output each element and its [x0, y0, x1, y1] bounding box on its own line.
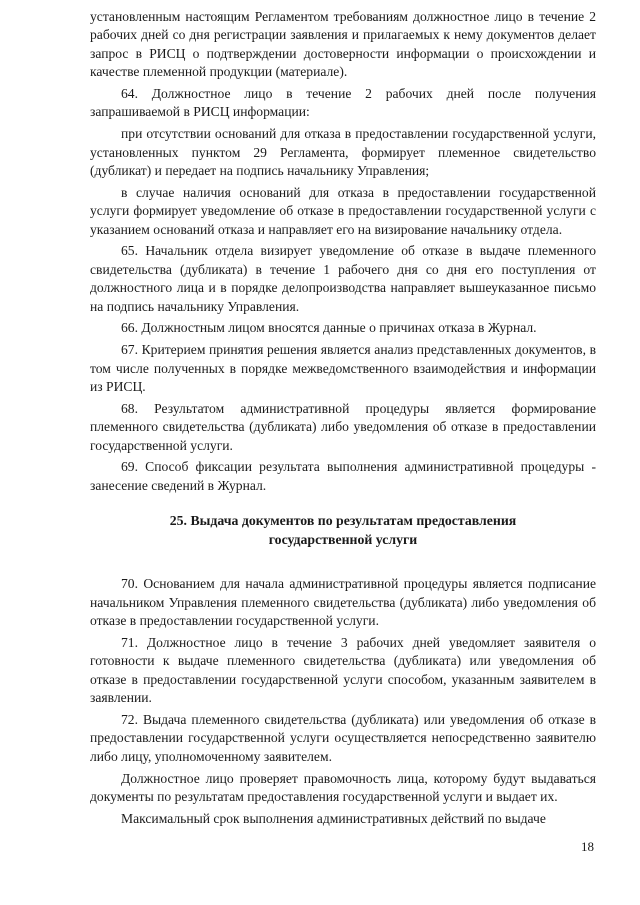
paragraph-66: 66. Должностным лицом вносятся данные о причинах отказа в Журнал. [121, 320, 537, 336]
paragraph-70: 70. Основанием для начала административной процедуры является подписание начальником Управления племенного свидетельства (дубликата) либо уведомления об отказе в предоставлении государственной услуги. [90, 576, 596, 629]
paragraph-64-no-grounds: при отсутствии оснований для отказа в предоставлении государственной услуги, установленных пунктом 29 Регламента, формирует племенное свидетельство (дубликат) и передает на подпись начальнику Управления; [90, 126, 596, 179]
paragraph-72: 72. Выдача племенного свидетельства (дубликата) или уведомления об отказе в предоставлении государственной услуги осуществляется непосредственно заявителю либо лицу, уполномоченному заявителем. [90, 711, 596, 764]
section-heading-line-1: 25. Выдача документов по результатам предоставления [169, 513, 517, 529]
section-heading-line-2: государственной услуги [268, 532, 418, 548]
section-heading [90, 511, 596, 549]
paragraph-68: 68. Результатом административной процедуры является формирование племенного свидетельства (дубликата) либо уведомления об отказе в предоставлении государственной услуги. [90, 400, 596, 453]
document-body [90, 8, 596, 832]
paragraph-69: 69. Способ фиксации результата выполнения административной процедуры - занесение сведений в Журнал. [90, 459, 596, 493]
paragraph-verification: Должностное лицо проверяет правомочность лица, которому будут выдаваться документы по результатам предоставления государственной услуги и выдает их. [90, 770, 596, 804]
paragraph-67: 67. Критерием принятия решения является анализ представленных документов, в том числе полученных в порядке межведомственного взаимодействия и информации из РИСЦ. [90, 342, 596, 395]
paragraph-71: 71. Должностное лицо в течение 3 рабочих дней уведомляет заявителя о готовности к выдаче племенного свидетельства (дубликата) или уведомления об отказе в предоставлении государственной услуги способом, указанным заявителем в заявлении. [90, 634, 596, 706]
page-number: 18 [581, 839, 594, 854]
paragraph-64: 64. Должностное лицо в течение 2 рабочих дней после получения запрашиваемой в РИСЦ информации: [90, 86, 596, 120]
paragraph-max-term: Максимальный срок выполнения административных действий по выдаче [121, 810, 546, 826]
paragraph-65: 65. Начальник отдела визирует уведомление об отказе в выдаче племенного свидетельства (дубликата) в течение 1 рабочего дня со дня его поступления от должностного лица и в порядке делопроизводства направляет вышеуказанное письмо на подпись начальнику Управления. [90, 243, 596, 314]
paragraph-continuation: установленным настоящим Регламентом требованиям должностное лицо в течение 2 рабочих дней со дня регистрации заявления и прилагаемых к нему документов делает запрос в РИСЦ о подтверждении достоверности информации о происхождении и качестве племенной продукции (материале). [90, 9, 596, 80]
paragraph-64-refusal: в случае наличия оснований для отказа в предоставлении государственной услуги формирует уведомление об отказе в предоставлении государственной услуги с указанием оснований отказа и направляет его на визирование начальнику отдела. [90, 184, 596, 237]
